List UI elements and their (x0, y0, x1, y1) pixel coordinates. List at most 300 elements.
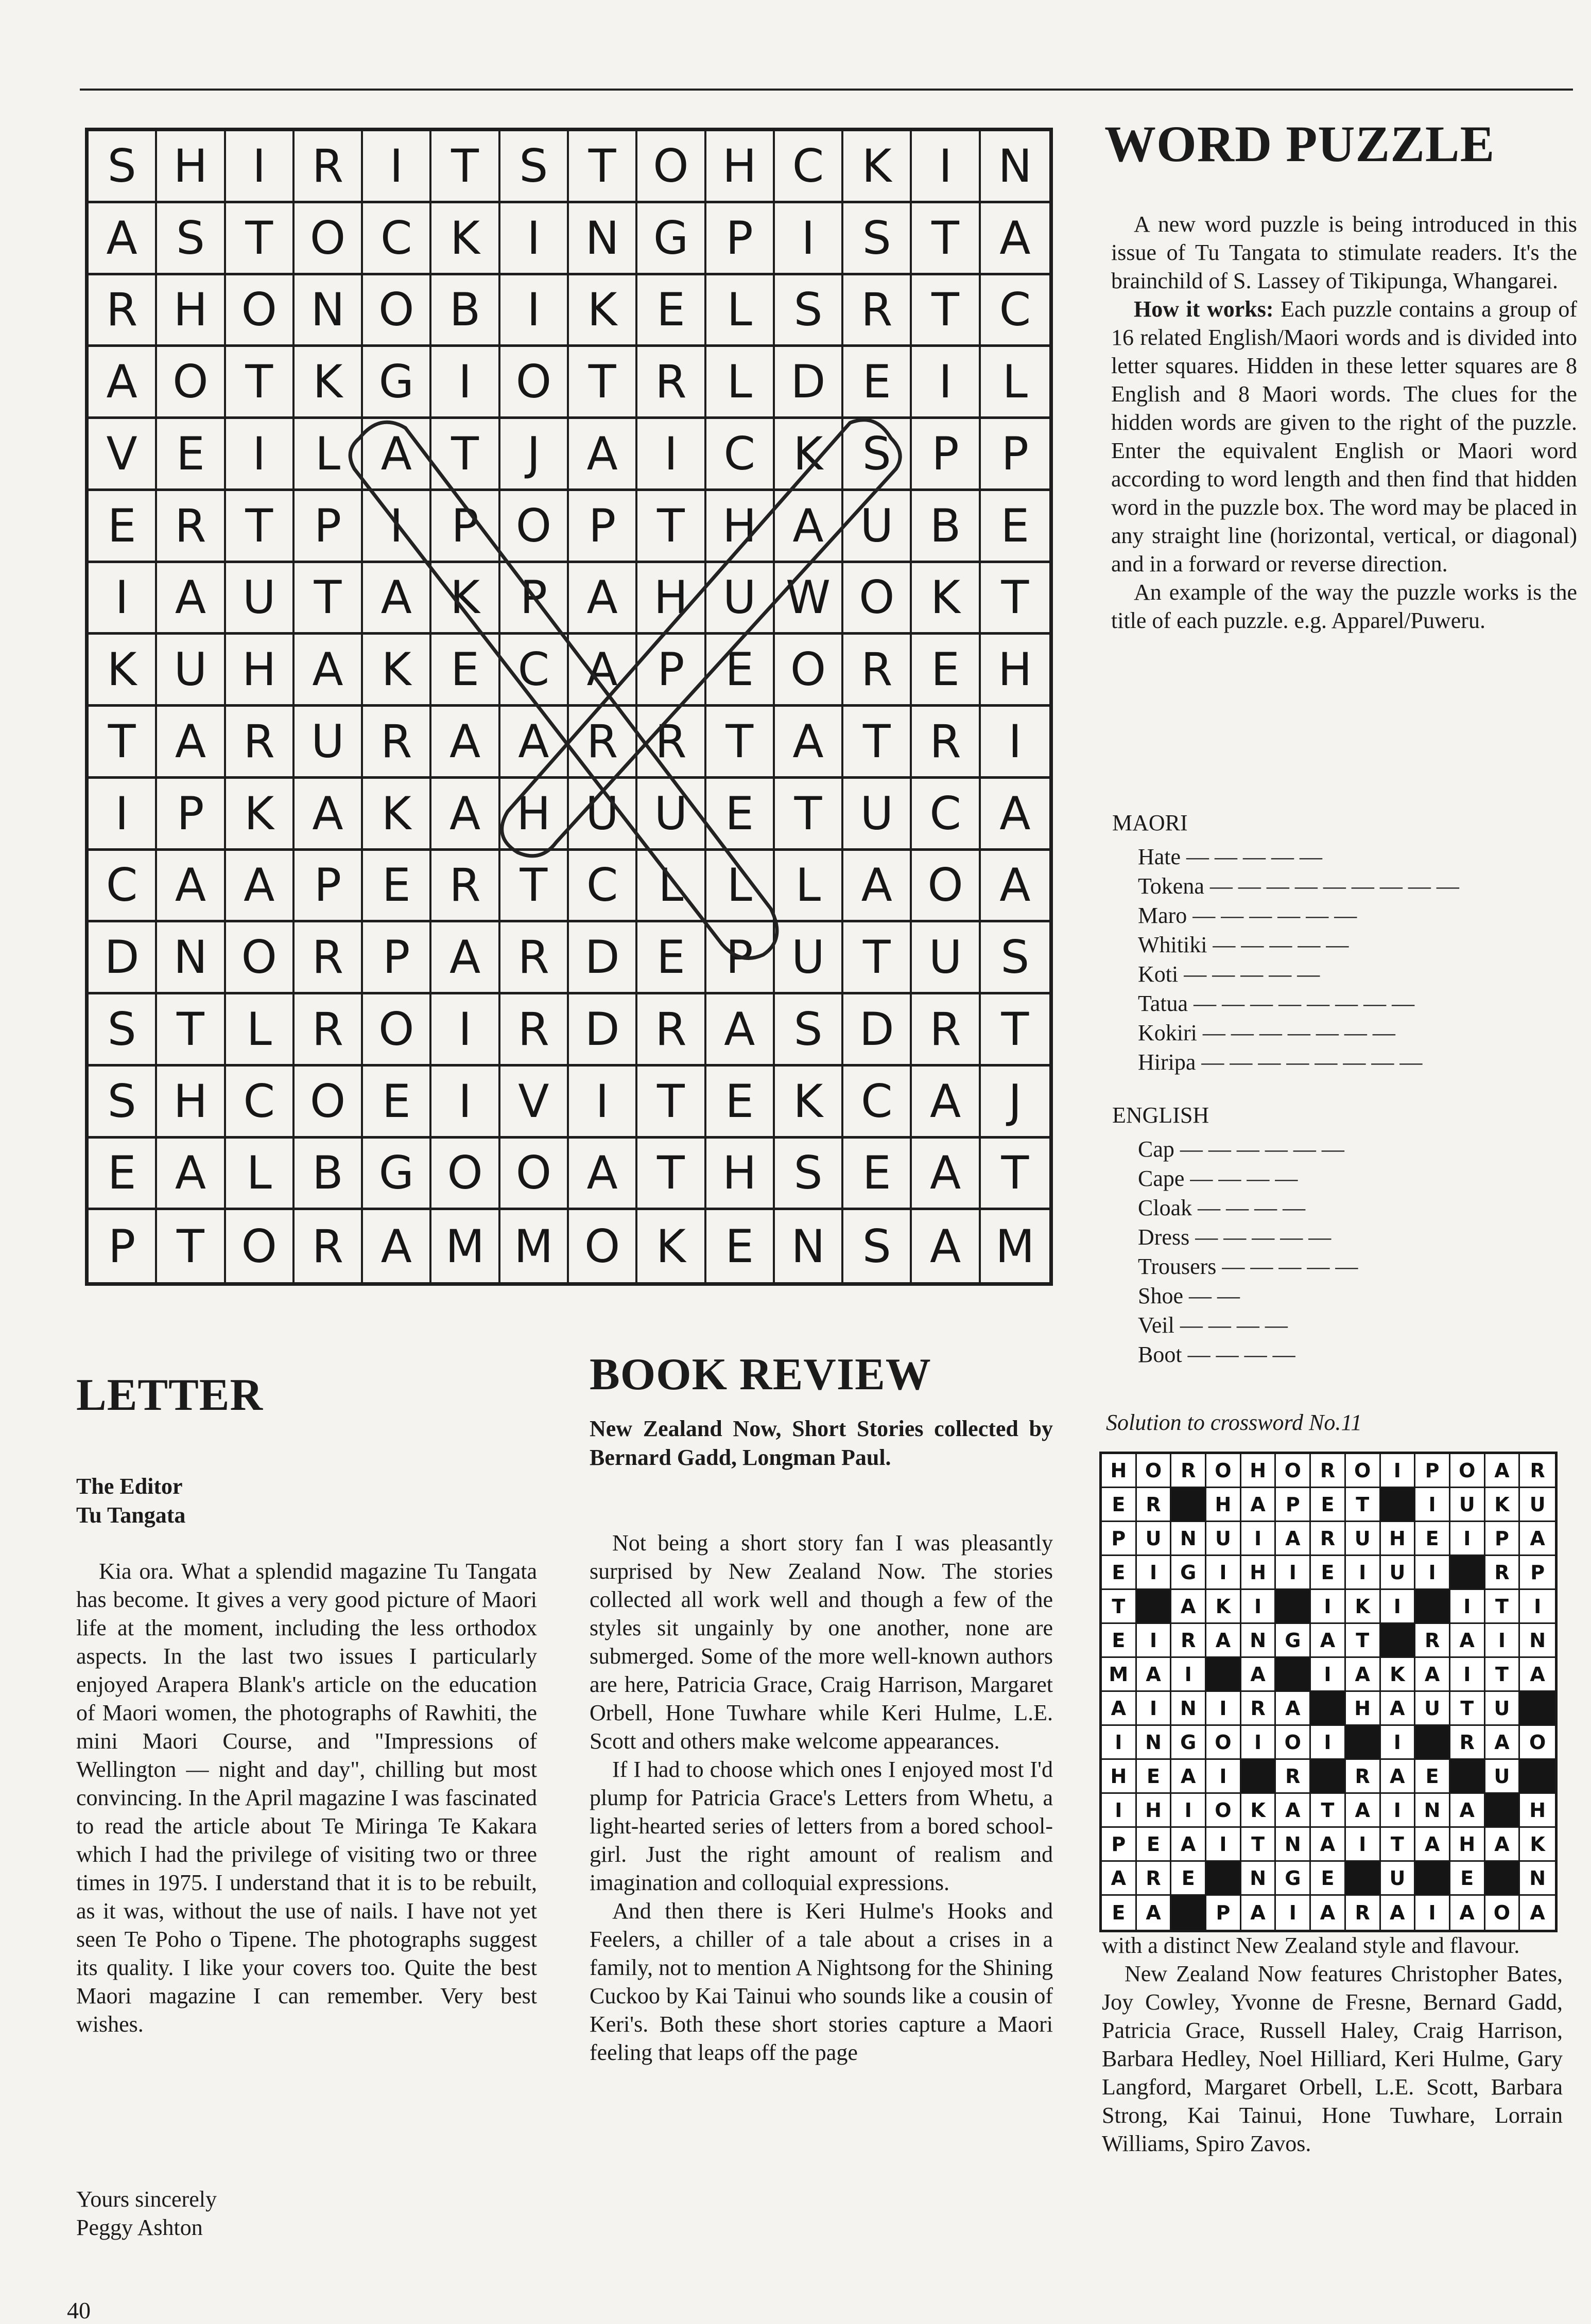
crossword-cell: U (1415, 1692, 1450, 1726)
crossword-cell: U (1485, 1692, 1520, 1726)
word-search-cell: C (89, 851, 157, 923)
english-clue: Cap — — — — — — (1138, 1137, 1344, 1162)
crossword-cell: U (1206, 1522, 1241, 1556)
crossword-cell: N (1520, 1624, 1555, 1658)
word-search-cell: R (500, 994, 569, 1067)
crossword-cell: A (1415, 1828, 1450, 1862)
crossword-cell: A (1415, 1658, 1450, 1692)
word-search-cell: S (157, 203, 226, 275)
word-search-cell: A (706, 994, 775, 1067)
word-search-cell: R (431, 851, 500, 923)
word-search-cell: I (431, 1067, 500, 1139)
word-search-cell: L (706, 347, 775, 419)
book-review-paragraph-3: And then there is Keri Hulme's Hooks and Feelers, a chiller of a tale about a crises in a family, not to mention A Nightsong for the Shining Cuckoo by Kai Tainui who sounds like a cousin of Keri's. Both these short stories capture a Maori feeling that leaps off the page (590, 1898, 1053, 2065)
word-search-cell: E (637, 922, 706, 994)
crossword-cell: R (1241, 1692, 1276, 1726)
word-search-cell: A (226, 851, 295, 923)
letter-recipient (76, 1472, 185, 1530)
book-review-paragraph-5: New Zealand Now features Christopher Bates, Joy Cowley, Yvonne de Fresne, Bernard Gadd, Patricia Grace, Russell Haley, Craig Harrison, Barbara Hedley, Noel Hilliard, Keri Hulme, Gary Langford, Margaret Orbell, L.E. Scott, Barbara Strong, Kai Tainui, Hone Tuwhare, Lorrain Williams, Spiro Zavos. (1102, 1961, 1563, 2156)
word-search-cell: M (995, 1219, 1035, 1273)
word-search-cell: H (981, 635, 1049, 707)
word-search-cell: W (775, 563, 843, 635)
crossword-cell: I (1241, 1522, 1276, 1556)
word-search-cell: D (775, 347, 843, 419)
crossword-cell: R (1346, 1896, 1381, 1930)
word-search-cell: A (363, 563, 431, 635)
crossword-cell: A (1346, 1794, 1381, 1828)
crossword-cell: I (1311, 1590, 1346, 1624)
word-search-cell: N (157, 922, 226, 994)
word-search-cell: E (843, 347, 912, 419)
crossword-cell: T (1102, 1590, 1137, 1624)
crossword-cell: A (1485, 1828, 1520, 1862)
crossword-cell: E (1137, 1828, 1172, 1862)
word-search-cell: U (637, 779, 706, 851)
crossword-cell: A (1276, 1522, 1311, 1556)
word-search-cell: A (912, 1139, 980, 1211)
crossword-cell (1241, 1760, 1276, 1794)
crossword-cell: H (1206, 1488, 1241, 1522)
crossword-cell: A (1171, 1760, 1206, 1794)
word-search-cell: O (226, 922, 295, 994)
crossword-cell: E (1137, 1760, 1172, 1794)
crossword-cell: N (1520, 1862, 1555, 1896)
crossword-cell: O (1137, 1454, 1172, 1488)
word-search-cell: I (500, 203, 569, 275)
crossword-cell: H (1102, 1454, 1137, 1488)
word-search-cell: R (295, 1210, 363, 1282)
word-search-cell: I (431, 994, 500, 1067)
word-search-cell: E (637, 275, 706, 347)
crossword-cell: I (1415, 1556, 1450, 1590)
crossword-cell: N (1171, 1522, 1206, 1556)
crossword-cell: H (1137, 1794, 1172, 1828)
word-search-cell: K (363, 635, 431, 707)
word-search-cell: P (363, 922, 431, 994)
word-search-cell: J (500, 419, 569, 491)
word-search-cell: D (89, 922, 157, 994)
crossword-cell: O (1206, 1454, 1241, 1488)
word-search-cell: R (89, 275, 157, 347)
word-search-cell: O (500, 347, 569, 419)
word-search-cell: I (637, 419, 706, 491)
crossword-cell: A (1171, 1590, 1206, 1624)
crossword-cell: N (1171, 1692, 1206, 1726)
crossword-cell (1311, 1692, 1346, 1726)
word-search-cell: E (706, 779, 775, 851)
crossword-cell (1381, 1488, 1416, 1522)
word-search-cell: R (226, 707, 295, 779)
maori-clue-list (1138, 842, 1459, 1077)
book-review-paragraph-2: If I had to choose which ones I enjoyed most I'd plump for Patricia Grace's Letters from Whetu, a light-hearted series of letters from a bored school-girl. Just the right amount of realism and imagination and colloquial expressions. (590, 1757, 1053, 1895)
word-search-cell: O (843, 563, 912, 635)
word-search-cell: R (912, 994, 980, 1067)
crossword-cell: I (1381, 1454, 1416, 1488)
crossword-cell: I (1171, 1658, 1206, 1692)
word-search-cell: U (706, 563, 775, 635)
crossword-cell: H (1241, 1454, 1276, 1488)
crossword-cell: E (1102, 1488, 1137, 1522)
crossword-cell: I (1450, 1522, 1485, 1556)
crossword-cell: A (1450, 1794, 1485, 1828)
crossword-cell: K (1485, 1488, 1520, 1522)
crossword-cell: P (1415, 1454, 1450, 1488)
word-search-cell: E (706, 635, 775, 707)
crossword-cell: H (1102, 1760, 1137, 1794)
word-search-cell: T (637, 1067, 706, 1139)
crossword-cell: I (1241, 1590, 1276, 1624)
word-search-cell: M (500, 1210, 569, 1282)
book-review-body (590, 1529, 1053, 2067)
word-search-cell: C (981, 275, 1049, 347)
crossword-cell: P (1206, 1896, 1241, 1930)
crossword-cell: N (1137, 1726, 1172, 1760)
word-search-cell: L (706, 851, 775, 923)
crossword-cell: A (1276, 1692, 1311, 1726)
word-search-cell: S (775, 1139, 843, 1211)
crossword-cell (1171, 1896, 1206, 1930)
word-search-cell: K (363, 779, 431, 851)
word-search-cell: A (431, 922, 500, 994)
word-search-grid (85, 128, 1053, 1286)
crossword-cell: R (1171, 1624, 1206, 1658)
word-search-cell: N (295, 275, 363, 347)
crossword-caption: Solution to crossword No.11 (1106, 1410, 1362, 1435)
word-search-cell: K (775, 1067, 843, 1139)
top-rule (80, 89, 1573, 91)
word-search-cell: A (295, 635, 363, 707)
crossword-cell: A (1171, 1828, 1206, 1862)
maori-clue: Whitiki — — — — — (1138, 932, 1349, 957)
word-search-cell: O (157, 347, 226, 419)
word-search-cell: P (295, 851, 363, 923)
word-search-cell: T (912, 275, 980, 347)
crossword-cell: I (1241, 1726, 1276, 1760)
word-search-cell: P (706, 203, 775, 275)
word-search-cell: S (843, 203, 912, 275)
letter-body-block (76, 1557, 537, 2038)
word-search-cell: T (431, 419, 500, 491)
word-search-cell: I (363, 131, 431, 203)
word-search-cell: A (981, 851, 1049, 923)
word-search-cell: A (431, 707, 500, 779)
word-search-cell: I (981, 707, 1049, 779)
word-search-cell: I (363, 491, 431, 563)
word-search-cell: L (295, 419, 363, 491)
word-search-cell: I (89, 779, 157, 851)
crossword-cell: E (1415, 1522, 1450, 1556)
word-search-cell: P (912, 419, 980, 491)
english-clue: Shoe — — (1138, 1283, 1240, 1308)
word-search-cell: R (295, 922, 363, 994)
word-search-cell: O (363, 994, 431, 1067)
word-search-cell: C (912, 779, 980, 851)
maori-clue: Tokena — — — — — — — — — (1138, 873, 1459, 899)
crossword-cell: E (1311, 1862, 1346, 1896)
word-search-cell: A (912, 1067, 980, 1139)
word-search-cell: H (157, 1067, 226, 1139)
crossword-cell: H (1520, 1794, 1555, 1828)
word-search-cell: O (912, 851, 980, 923)
crossword-cell: A (1276, 1794, 1311, 1828)
word-search-cell: E (89, 491, 157, 563)
word-search-cell: D (843, 994, 912, 1067)
word-search-cell: A (569, 635, 637, 707)
crossword-cell: E (1102, 1896, 1137, 1930)
crossword-cell: O (1485, 1896, 1520, 1930)
word-search-cell: U (569, 779, 637, 851)
word-search-cell: L (981, 347, 1049, 419)
word-search-cell: A (363, 419, 431, 491)
crossword-cell: I (1206, 1556, 1241, 1590)
crossword-cell: T (1241, 1828, 1276, 1862)
crossword-cell: E (1450, 1862, 1485, 1896)
crossword-cell (1415, 1726, 1450, 1760)
crossword-cell: M (1102, 1658, 1137, 1692)
crossword-cell: E (1102, 1624, 1137, 1658)
word-search-cell: S (500, 131, 569, 203)
crossword-cell (1485, 1862, 1520, 1896)
crossword-cell: H (1450, 1828, 1485, 1862)
letter-title: LETTER (76, 1370, 264, 1420)
word-search-cell: H (500, 779, 569, 851)
word-search-cell: O (295, 1067, 363, 1139)
crossword-cell: U (1485, 1760, 1520, 1794)
book-review-continued (1102, 1931, 1563, 2158)
crossword-cell: I (1311, 1726, 1346, 1760)
crossword-cell: H (1346, 1692, 1381, 1726)
word-search-cell: U (295, 707, 363, 779)
word-search-cell: T (569, 131, 637, 203)
word-search-cell: I (89, 563, 157, 635)
word-search-cell: P (706, 922, 775, 994)
crossword-cell (1276, 1658, 1311, 1692)
word-search-cell: A (89, 347, 157, 419)
word-search-cell: T (569, 347, 637, 419)
word-puzzle-description (1111, 210, 1577, 635)
english-clue: Cape — — — — (1138, 1166, 1298, 1191)
crossword-cell: I (1346, 1556, 1381, 1590)
crossword-cell: E (1102, 1556, 1137, 1590)
word-search-cell: K (431, 563, 500, 635)
crossword-cell: R (1311, 1522, 1346, 1556)
word-search-cell: C (569, 851, 637, 923)
word-search-cell: T (226, 491, 295, 563)
crossword-cell: E (1171, 1862, 1206, 1896)
word-search-cell: A (157, 851, 226, 923)
word-search-cell: A (157, 1139, 226, 1211)
maori-clue: Kokiri — — — — — — — (1138, 1020, 1395, 1045)
word-search-cell: K (89, 635, 157, 707)
english-clue-list (1138, 1134, 1358, 1369)
crossword-cell: G (1276, 1624, 1311, 1658)
word-search-cell: L (226, 994, 295, 1067)
letter-recipient-line1: The Editor (76, 1474, 183, 1499)
word-search-cell: I (775, 203, 843, 275)
crossword-cell: N (1276, 1828, 1311, 1862)
word-search-cell: R (843, 275, 912, 347)
word-search-cell: P (157, 779, 226, 851)
crossword-cell: I (1381, 1794, 1416, 1828)
word-search-cell: C (226, 1067, 295, 1139)
word-search-cell: C (706, 419, 775, 491)
word-search-cell: O (363, 275, 431, 347)
word-puzzle-title: WORD PUZZLE (1104, 115, 1495, 172)
crossword-cell: R (1450, 1726, 1485, 1760)
crossword-cell: R (1137, 1488, 1172, 1522)
word-search-cell: A (981, 203, 1049, 275)
word-search-cell: O (569, 1210, 637, 1282)
crossword-cell (1206, 1862, 1241, 1896)
crossword-cell: I (1450, 1658, 1485, 1692)
crossword-cell: K (1346, 1590, 1381, 1624)
crossword-cell: U (1137, 1522, 1172, 1556)
word-search-cell: K (843, 131, 912, 203)
word-search-cell: O (500, 491, 569, 563)
word-search-cell: U (843, 491, 912, 563)
word-search-cell: P (500, 563, 569, 635)
crossword-cell: N (1415, 1794, 1450, 1828)
word-search-cell: V (500, 1067, 569, 1139)
crossword-cell: G (1171, 1556, 1206, 1590)
crossword-cell: T (1311, 1794, 1346, 1828)
word-search-cell: G (637, 203, 706, 275)
word-search-cell: P (89, 1210, 157, 1282)
word-search-cell: A (89, 203, 157, 275)
crossword-cell (1450, 1760, 1485, 1794)
how-it-works-label: How it works: (1134, 296, 1274, 322)
crossword-cell: A (1241, 1488, 1276, 1522)
crossword-cell: N (1241, 1624, 1276, 1658)
word-search-cell: A (569, 563, 637, 635)
crossword-cell: H (1241, 1556, 1276, 1590)
word-search-cell: L (226, 1139, 295, 1211)
word-search-cell: U (912, 922, 980, 994)
word-search-cell: D (569, 994, 637, 1067)
crossword-cell: I (1137, 1624, 1172, 1658)
crossword-cell: O (1520, 1726, 1555, 1760)
word-search-cell: T (157, 1210, 226, 1282)
word-search-cell: P (295, 491, 363, 563)
crossword-cell: P (1485, 1522, 1520, 1556)
word-search-cell: O (500, 1139, 569, 1211)
word-search-cell: N (569, 203, 637, 275)
word-search-cells (89, 131, 1049, 1282)
crossword-cell (1171, 1488, 1206, 1522)
crossword-cell: T (1485, 1658, 1520, 1692)
word-search-cell: S (89, 131, 157, 203)
word-search-cell: A (363, 1210, 431, 1282)
word-search-cell: H (157, 131, 226, 203)
word-search-cell: U (157, 635, 226, 707)
word-search-cell: T (226, 347, 295, 419)
crossword-cell: A (1346, 1658, 1381, 1692)
word-search-cell: E (363, 1067, 431, 1139)
word-search-cell: G (363, 1139, 431, 1211)
crossword-cell: E (1311, 1556, 1346, 1590)
maori-clue: Koti — — — — — (1138, 962, 1320, 987)
page-number: 40 (67, 2297, 91, 2323)
crossword-cell: I (1450, 1590, 1485, 1624)
crossword-cell: I (1381, 1590, 1416, 1624)
word-search-cell: H (157, 275, 226, 347)
crossword-cell: I (1520, 1590, 1555, 1624)
word-search-cell: R (157, 491, 226, 563)
crossword-cell: O (1206, 1726, 1241, 1760)
crossword-cell: R (1137, 1862, 1172, 1896)
crossword-cell: A (1102, 1862, 1137, 1896)
crossword-cell: I (1276, 1556, 1311, 1590)
word-search-cell: A (157, 707, 226, 779)
crossword-cell: I (1276, 1896, 1311, 1930)
word-search-cell: B (431, 275, 500, 347)
letter-signoff (76, 2185, 537, 2242)
word-search-cell: R (637, 994, 706, 1067)
crossword-cell (1415, 1862, 1450, 1896)
crossword-cell: A (1520, 1658, 1555, 1692)
crossword-cell: U (1346, 1522, 1381, 1556)
crossword-cell: I (1102, 1726, 1137, 1760)
word-search-cell: I (226, 419, 295, 491)
word-search-cell: I (912, 131, 980, 203)
crossword-cell (1485, 1794, 1520, 1828)
word-search-cell: U (843, 779, 912, 851)
word-search-cell: B (912, 491, 980, 563)
word-search-cell: C (843, 1067, 912, 1139)
word-search-cell: H (706, 1139, 775, 1211)
crossword-cell: A (1137, 1896, 1172, 1930)
word-search-cell: A (775, 491, 843, 563)
crossword-cell: G (1276, 1862, 1311, 1896)
word-search-cell: E (912, 635, 980, 707)
word-search-cell: L (706, 275, 775, 347)
word-search-cell: I (226, 131, 295, 203)
word-search-cell: I (500, 275, 569, 347)
english-clue: Veil — — — — (1138, 1313, 1288, 1338)
crossword-cell: K (1381, 1658, 1416, 1692)
crossword-cell: A (1241, 1896, 1276, 1930)
word-search-cell: E (706, 1210, 775, 1282)
crossword-cell (1276, 1590, 1311, 1624)
crossword-cell: K (1241, 1794, 1276, 1828)
crossword-cell: A (1241, 1658, 1276, 1692)
letter-body: Kia ora. What a splendid magazine Tu Tangata has become. It gives a very good picture of Maori life at the moment, including the less orthodox aspects. In the last two issues I particularly enjoyed Arapera Blank's article on the education of Maori women, the photographs of Rawhiti, the mini Maori Course, and "Impressions of Wellington — night and day", chilling but most convincing. In the April magazine I was fascinated to read the article about Te Miringa Te Kakara which I had the privilege of visiting two or three times in 1975. I understand that it is to be rebuilt, as it was, without the use of nails. I have not yet seen Te Poho o Tipene. The photographs suggest its quality. I like your covers too. Quite the best Maori magazine I can remember. Very best wishes. (76, 1559, 537, 2037)
word-search-cell: N (775, 1210, 843, 1282)
word-search-cell: R (295, 131, 363, 203)
word-search-cell: O (226, 275, 295, 347)
word-search-cell: A (295, 779, 363, 851)
word-search-cell: K (912, 563, 980, 635)
word-search-cell: E (157, 419, 226, 491)
word-search-cell: O (226, 1210, 295, 1282)
letter-closing: Yours sincerely (76, 2187, 217, 2212)
crossword-cell: T (1346, 1488, 1381, 1522)
crossword-cell: A (1311, 1896, 1346, 1930)
crossword-cell: I (1206, 1828, 1241, 1862)
crossword-cell: U (1520, 1488, 1555, 1522)
word-search-cell: H (226, 635, 295, 707)
crossword-cell: I (1311, 1658, 1346, 1692)
word-search-cell: R (843, 635, 912, 707)
word-search-cell: E (981, 491, 1049, 563)
word-search-cell: H (637, 563, 706, 635)
crossword-cell: A (1102, 1692, 1137, 1726)
crossword-cell: O (1276, 1726, 1311, 1760)
maori-heading: MAORI (1112, 810, 1188, 835)
word-search-cell: A (775, 707, 843, 779)
crossword-cell (1206, 1658, 1241, 1692)
book-review-paragraph-1: Not being a short story fan I was pleasantly surprised by New Zealand Now. The stories collected all work well and though a few of the styles sit ungainly by one another, none are submerged. Some of the more well-known authors are here, Patricia Grace, Craig Harrison, Margaret Orbell, Hone Tuwhare while Keri Hulme, L.E. Scott and others make welcome appearances. (590, 1530, 1053, 1754)
